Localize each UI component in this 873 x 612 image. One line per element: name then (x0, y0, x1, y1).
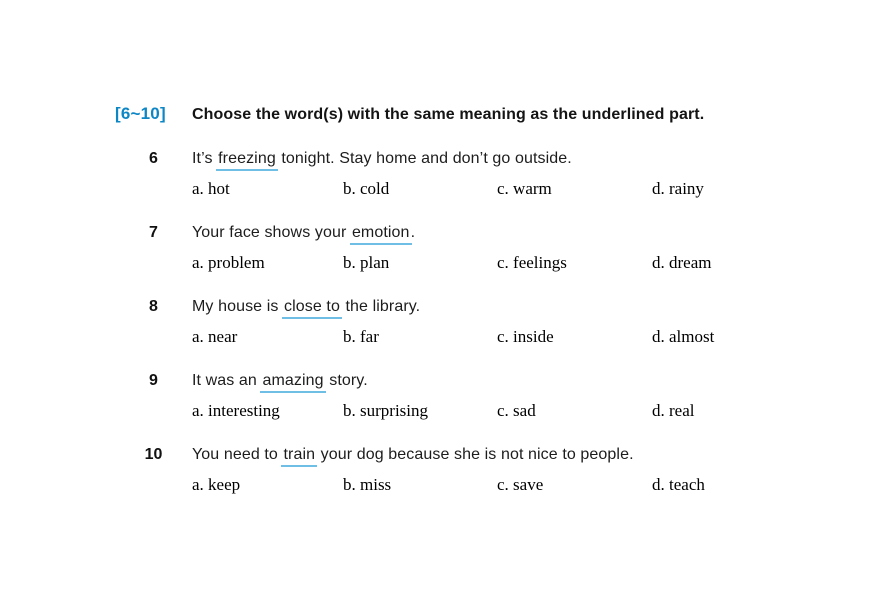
sentence-text-post: the library. (340, 298, 421, 315)
underlined-word: train (281, 446, 317, 467)
question-block-6 (115, 149, 833, 199)
question-number: 8 (149, 298, 158, 315)
option-d: d. rainy (652, 179, 704, 198)
instruction-text: Choose the word(s) with the same meaning as the underlined part. (192, 106, 705, 123)
sentence-text-pre: You need to (192, 446, 283, 463)
question-sentence (192, 149, 833, 169)
option-a: a. near (192, 327, 238, 346)
sentence-text-pre: My house is (192, 298, 284, 315)
underlined-word: close to (282, 298, 342, 319)
option-b: b. miss (343, 475, 392, 494)
options-row (192, 327, 833, 347)
question-block-8 (115, 297, 833, 347)
question-block-10 (115, 445, 833, 495)
options-row (192, 179, 833, 199)
question-number: 9 (149, 372, 158, 389)
option-a: a. interesting (192, 401, 280, 420)
sentence-text-pre: Your face shows your (192, 224, 351, 241)
option-c: c. feelings (497, 253, 567, 272)
sentence-text-post: your dog because she is not nice to people. (316, 446, 634, 463)
option-c: c. save (497, 475, 544, 494)
underlined-word: amazing (260, 372, 325, 393)
option-a: a. hot (192, 179, 230, 198)
option-d: d. almost (652, 327, 715, 346)
question-block-9 (115, 371, 833, 421)
options-row (192, 401, 833, 421)
question-sentence (192, 371, 833, 391)
option-b: b. cold (343, 179, 390, 198)
question-sentence (192, 297, 833, 317)
section-header (115, 103, 833, 125)
sentence-text-post: story. (324, 372, 368, 389)
option-c: c. warm (497, 179, 552, 198)
options-row (192, 253, 833, 273)
option-c: c. sad (497, 401, 536, 420)
question-number: 7 (149, 224, 158, 241)
option-b: b. surprising (343, 401, 428, 420)
option-a: a. keep (192, 475, 241, 494)
option-d: d. real (652, 401, 695, 420)
question-sentence (192, 223, 833, 243)
sentence-text-post: tonight. Stay home and don’t go outside. (276, 150, 572, 167)
question-number: 6 (149, 150, 158, 167)
option-d: d. dream (652, 253, 712, 272)
sentence-text-pre: It’s (192, 150, 218, 167)
option-c: c. inside (497, 327, 554, 346)
option-b: b. plan (343, 253, 390, 272)
underlined-word: freezing (216, 150, 278, 171)
question-block-7 (115, 223, 833, 273)
underlined-word: emotion (350, 224, 412, 245)
question-range-label: [6~10] (115, 104, 166, 123)
sentence-text-post: . (410, 224, 416, 241)
option-b: b. far (343, 327, 379, 346)
question-number: 10 (144, 446, 163, 463)
option-a: a. problem (192, 253, 265, 272)
question-sentence (192, 445, 833, 465)
option-d: d. teach (652, 475, 705, 494)
options-row (192, 475, 833, 495)
sentence-text-pre: It was an (192, 372, 262, 389)
